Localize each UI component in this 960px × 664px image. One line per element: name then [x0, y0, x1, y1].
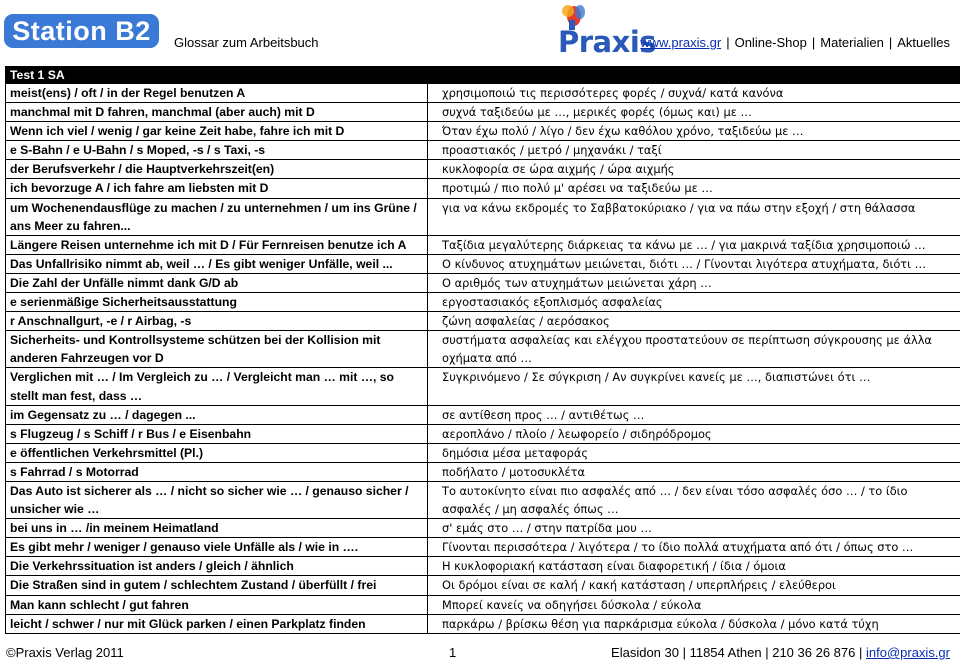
table-row: [6, 254, 960, 273]
table-row: [6, 557, 960, 576]
greek-translation: Η κυκλοφοριακή κατάσταση είναι διαφορετική / ίδια / όμοια: [428, 557, 960, 576]
greek-translation: για να κάνω εκδρομές το Σαββατοκύριακο / για να πάω στην εξοχή / στη θάλασσα: [428, 198, 960, 235]
table-title-spacer: [428, 67, 960, 84]
table-row: [6, 595, 960, 614]
german-term: im Gegensatz zu … / dagegen ...: [6, 405, 428, 424]
contact-info: [611, 645, 950, 660]
greek-translation: Μπορεί κανείς να οδηγήσει δύσκολα / εύκολα: [428, 595, 960, 614]
address: Elasidon 30 | 11854 Athen | 210 36 26 876 |: [611, 645, 863, 660]
greek-translation: Οι δρόμοι είναι σε καλή / κακή κατάσταση / υπερπλήρεις / ελεύθεροι: [428, 576, 960, 595]
german-term: Längere Reisen unternehme ich mit D / Für Fernreisen benutze ich A: [6, 235, 428, 254]
page-footer: [0, 645, 960, 663]
greek-translation: συστήματα ασφαλείας και ελέγχου προστατεύουν σε περίπτωση σύγκρουσης με άλλα οχήματα από …: [428, 331, 960, 368]
german-term: r Anschnallgurt, -e / r Airbag, -s: [6, 312, 428, 331]
german-term: um Wochenendausflüge zu machen / zu unternehmen / um ins Grüne / ans Meer zu fahren...: [6, 198, 428, 235]
page-number: 1: [449, 645, 457, 660]
greek-translation: Ο κίνδυνος ατυχημάτων μειώνεται, διότι … / Γίνονται λιγότερα ατυχήματα, διότι …: [428, 254, 960, 273]
table-title-row: [6, 67, 960, 84]
table-row: [6, 198, 960, 235]
table-row: [6, 538, 960, 557]
german-term: Die Zahl der Unfälle nimmt dank G/D ab: [6, 273, 428, 292]
praxis-wordmark: Praxis: [558, 25, 657, 59]
german-term: e öffentlichen Verkehrsmittel (Pl.): [6, 443, 428, 462]
header-nav: www.praxis.gr | Online-Shop | Materialien | Aktuelles: [640, 35, 950, 50]
greek-translation: παρκάρω / βρίσκω θέση για παρκάρισμα εύκολα / δύσκολα / μόνο κατά τύχη: [428, 614, 960, 633]
page-header: [0, 0, 960, 62]
greek-translation: αεροπλάνο / πλοίο / λεωφορείο / σιδηρόδρομος: [428, 424, 960, 443]
nav-materialien[interactable]: Materialien: [820, 35, 884, 50]
greek-translation: ποδήλατο / μοτοσυκλέτα: [428, 462, 960, 481]
table-title: Test 1 SA: [6, 67, 428, 84]
site-link[interactable]: www.praxis.gr: [640, 35, 722, 50]
greek-translation: Γίνονται περισσότερα / λιγότερα / το ίδιο πολλά ατυχήματα από ότι / όπως στο …: [428, 538, 960, 557]
greek-translation: προαστιακός / μετρό / μηχανάκι / ταξί: [428, 141, 960, 160]
table-row: [6, 179, 960, 198]
german-term: bei uns in … /in meinem Heimatland: [6, 519, 428, 538]
german-term: leicht / schwer / nur mit Glück parken / einen Parkplatz finden: [6, 614, 428, 633]
glossary-table: [5, 66, 960, 634]
german-term: s Flugzeug / s Schiff / r Bus / e Eisenbahn: [6, 424, 428, 443]
table-row: [6, 122, 960, 141]
german-term: manchmal mit D fahren, manchmal (aber auch) mit D: [6, 103, 428, 122]
german-term: Verglichen mit … / Im Vergleich zu … / Vergleicht man … mit …, so stellt man fest, dass …: [6, 368, 428, 405]
german-term: Das Auto ist sicherer als … / nicht so sicher wie … / genauso sicher / unsicher wie …: [6, 481, 428, 518]
nav-online-shop[interactable]: Online-Shop: [734, 35, 807, 50]
greek-translation: συχνά ταξιδεύω με …, μερικές φορές (όμως και) με …: [428, 103, 960, 122]
table-row: [6, 160, 960, 179]
greek-translation: προτιμώ / πιο πολύ μ' αρέσει να ταξιδεύω με …: [428, 179, 960, 198]
table-row: [6, 331, 960, 368]
table-row: [6, 103, 960, 122]
nav-aktuelles[interactable]: Aktuelles: [897, 35, 950, 50]
german-term: s Fahrrad / s Motorrad: [6, 462, 428, 481]
german-term: e serienmäßige Sicherheitsausstattung: [6, 293, 428, 312]
copyright: ©Praxis Verlag 2011: [6, 645, 124, 660]
german-term: Das Unfallrisiko nimmt ab, weil … / Es gibt weniger Unfälle, weil ...: [6, 254, 428, 273]
german-term: Die Straßen sind in gutem / schlechtem Zustand / überfüllt / frei: [6, 576, 428, 595]
table-row: [6, 312, 960, 331]
german-term: meist(ens) / oft / in der Regel benutzen A: [6, 84, 428, 103]
table-row: [6, 273, 960, 292]
greek-translation: δημόσια μέσα μεταφοράς: [428, 443, 960, 462]
table-row: [6, 235, 960, 254]
table-row: [6, 462, 960, 481]
table-row: [6, 84, 960, 103]
german-term: Wenn ich viel / wenig / gar keine Zeit habe, fahre ich mit D: [6, 122, 428, 141]
greek-translation: χρησιμοποιώ τις περισσότερες φορές / συχνά/ κατά κανόνα: [428, 84, 960, 103]
greek-translation: ζώνη ασφαλείας / αερόσακος: [428, 312, 960, 331]
table-row: [6, 141, 960, 160]
german-term: Es gibt mehr / weniger / genauso viele Unfälle als / wie in ….: [6, 538, 428, 557]
station-b2-logo: Station B2: [4, 14, 159, 48]
greek-translation: Όταν έχω πολύ / λίγο / δεν έχω καθόλου χρόνο, ταξιδεύω με …: [428, 122, 960, 141]
table-row: [6, 293, 960, 312]
table-row: [6, 614, 960, 633]
greek-translation: σε αντίθεση προς … / αντιθέτως …: [428, 405, 960, 424]
table-row: [6, 519, 960, 538]
table-row: [6, 576, 960, 595]
german-term: e S-Bahn / e U-Bahn / s Moped, -s / s Taxi, -s: [6, 141, 428, 160]
greek-translation: σ' εμάς στο … / στην πατρίδα μου …: [428, 519, 960, 538]
german-term: Sicherheits- und Kontrollsysteme schützen bei der Kollision mit anderen Fahrzeugen vor D: [6, 331, 428, 368]
page-title: Glossar zum Arbeitsbuch: [174, 35, 319, 50]
greek-translation: Το αυτοκίνητο είναι πιο ασφαλές από … / δεν είναι τόσο ασφαλές όσο … / το ίδιο ασφαλές / μη ασφαλές όπως …: [428, 481, 960, 518]
email-link[interactable]: info@praxis.gr: [865, 645, 950, 660]
table-row: [6, 405, 960, 424]
german-term: Man kann schlecht / gut fahren: [6, 595, 428, 614]
german-term: ich bevorzuge A / ich fahre am liebsten mit D: [6, 179, 428, 198]
table-row: [6, 424, 960, 443]
greek-translation: εργοστασιακός εξοπλισμός ασφαλείας: [428, 293, 960, 312]
table-row: [6, 481, 960, 518]
greek-translation: Ο αριθμός των ατυχημάτων μειώνεται χάρη …: [428, 273, 960, 292]
greek-translation: κυκλοφορία σε ώρα αιχμής / ώρα αιχμής: [428, 160, 960, 179]
german-term: der Berufsverkehr / die Hauptverkehrszeit(en): [6, 160, 428, 179]
greek-translation: Ταξίδια μεγαλύτερης διάρκειας τα κάνω με … / για μακρινά ταξίδια χρησιμοποιώ …: [428, 235, 960, 254]
greek-translation: Συγκρινόμενο / Σε σύγκριση / Αν συγκρίνει κανείς με …, διαπιστώνει ότι …: [428, 368, 960, 405]
table-row: [6, 443, 960, 462]
german-term: Die Verkehrssituation ist anders / gleich / ähnlich: [6, 557, 428, 576]
table-row: [6, 368, 960, 405]
